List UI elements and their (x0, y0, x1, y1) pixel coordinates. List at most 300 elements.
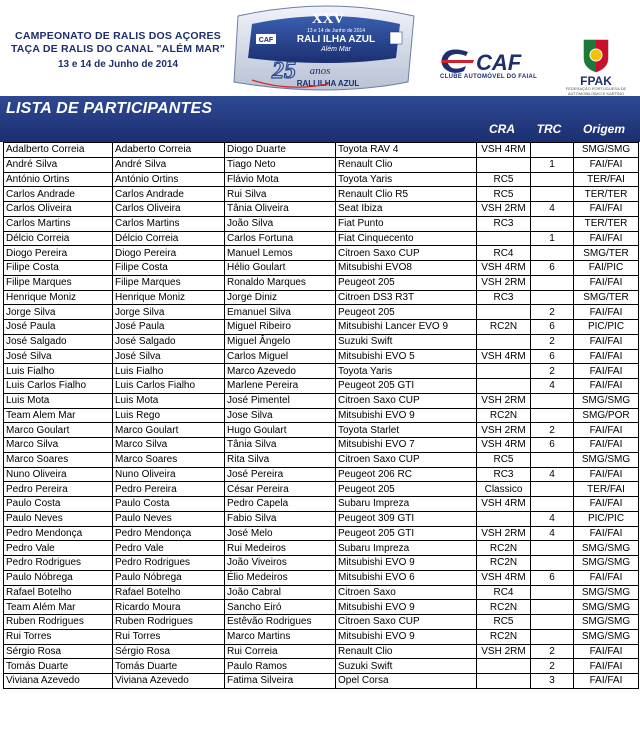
cell-cra: VSH 4RM (477, 497, 531, 512)
cell-driver: Paulo Costa (4, 497, 113, 512)
cell-codriver: Rui Correia (225, 644, 336, 659)
cell-entrant: António Ortins (113, 172, 225, 187)
cell-codriver: José Pereira (225, 467, 336, 482)
anniversary-name: RALI ILHA AZUL (296, 79, 360, 88)
table-row (4, 438, 639, 453)
cell-car: Citroen DS3 R3T (336, 290, 477, 305)
cell-trc: 1 (531, 231, 574, 246)
cell-codriver: Hélio Goulart (225, 261, 336, 276)
cell-cra: VSH 4RM (477, 570, 531, 585)
cell-driver: Marco Silva (4, 438, 113, 453)
cell-codriver: Rita Silva (225, 452, 336, 467)
cell-driver: Henrique Moniz (4, 290, 113, 305)
cell-car: Mitsubishi EVO 7 (336, 438, 477, 453)
cell-car: Mitsubishi EVO 9 (336, 600, 477, 615)
cell-origem: FAI/PIC (574, 261, 639, 276)
cell-cra: RC4 (477, 246, 531, 261)
table-row (4, 497, 639, 512)
cell-origem: TER/FAI (574, 172, 639, 187)
cell-cra: VSH 2RM (477, 423, 531, 438)
cell-origem: FAI/FAI (574, 644, 639, 659)
cell-driver: Marco Soares (4, 452, 113, 467)
table-row (4, 320, 639, 335)
cell-codriver: Tânia Oliveira (225, 202, 336, 217)
cell-car: Renault Clio (336, 157, 477, 172)
cell-car: Mitsubishi EVO 6 (336, 570, 477, 585)
cell-car: Toyota Yaris (336, 172, 477, 187)
cell-trc (531, 246, 574, 261)
cell-driver: Sérgio Rosa (4, 644, 113, 659)
cell-entrant: Rafael Botelho (113, 585, 225, 600)
table-row (4, 231, 639, 246)
cell-trc: 6 (531, 570, 574, 585)
cell-car: Peugeot 205 (336, 275, 477, 290)
table-row (4, 379, 639, 394)
cell-entrant: Ricardo Moura (113, 600, 225, 615)
cell-trc (531, 172, 574, 187)
col-header-cra: CRA (489, 122, 515, 136)
cell-driver: Carlos Oliveira (4, 202, 113, 217)
cell-driver: Délcio Correia (4, 231, 113, 246)
cell-trc: 3 (531, 674, 574, 689)
cell-entrant: Henrique Moniz (113, 290, 225, 305)
cell-cra (477, 511, 531, 526)
cell-origem: SMG/SMG (574, 393, 639, 408)
cell-trc: 4 (531, 467, 574, 482)
cell-driver: André Silva (4, 157, 113, 172)
cell-entrant: Filipe Costa (113, 261, 225, 276)
cell-cra (477, 157, 531, 172)
cell-codriver: Paulo Ramos (225, 659, 336, 674)
cell-entrant: Diogo Pereira (113, 246, 225, 261)
cell-car: Citroen Saxo CUP (336, 452, 477, 467)
cell-entrant: Pedro Mendonça (113, 526, 225, 541)
cell-codriver: Sancho Eiró (225, 600, 336, 615)
col-header-origem: Origem (582, 122, 625, 136)
cell-entrant: Rui Torres (113, 629, 225, 644)
cell-car: Peugeot 205 GTI (336, 379, 477, 394)
cell-origem: FAI/FAI (574, 659, 639, 674)
cell-origem: SMG/SMG (574, 629, 639, 644)
cell-codriver: Marco Martins (225, 629, 336, 644)
caf-logo (440, 48, 550, 74)
cell-driver: Filipe Costa (4, 261, 113, 276)
cell-cra: VSH 4RM (477, 349, 531, 364)
table-row (4, 615, 639, 630)
cell-cra: Classico (477, 482, 531, 497)
cell-origem: FAI/FAI (574, 364, 639, 379)
table-row (4, 261, 639, 276)
cell-car: Subaru Impreza (336, 497, 477, 512)
cell-cra: RC2N (477, 629, 531, 644)
table-row (4, 334, 639, 349)
cell-cra: VSH 2RM (477, 202, 531, 217)
cell-cra (477, 305, 531, 320)
cell-codriver: João Viveiros (225, 556, 336, 571)
cell-origem: FAI/FAI (574, 157, 639, 172)
cell-codriver: Rui Silva (225, 187, 336, 202)
fpak-name: FPAK (580, 74, 612, 88)
cell-driver: Paulo Neves (4, 511, 113, 526)
cell-driver: Marco Goulart (4, 423, 113, 438)
cell-origem: SMG/TER (574, 290, 639, 305)
cell-trc: 4 (531, 379, 574, 394)
cell-codriver: Hugo Goulart (225, 423, 336, 438)
caf-logo-text: CAF (476, 50, 522, 74)
cell-car: Mitsubishi Lancer EVO 9 (336, 320, 477, 335)
cell-driver: Viviana Azevedo (4, 674, 113, 689)
cell-trc: 6 (531, 320, 574, 335)
cell-driver: Jorge Silva (4, 305, 113, 320)
cell-car: Toyota Yaris (336, 364, 477, 379)
cell-trc (531, 275, 574, 290)
cell-trc: 2 (531, 334, 574, 349)
cell-trc: 2 (531, 659, 574, 674)
cell-driver: Luis Mota (4, 393, 113, 408)
cell-entrant: Délcio Correia (113, 231, 225, 246)
cell-origem: FAI/FAI (574, 497, 639, 512)
cell-origem: SMG/SMG (574, 585, 639, 600)
cell-origem: SMG/SMG (574, 541, 639, 556)
cell-driver: Filipe Marques (4, 275, 113, 290)
rally-logo (228, 2, 428, 94)
cell-driver: Team Além Mar (4, 600, 113, 615)
table-row (4, 393, 639, 408)
cell-origem: SMG/SMG (574, 615, 639, 630)
cell-car: Peugeot 205 GTI (336, 526, 477, 541)
cell-cra (477, 364, 531, 379)
cell-codriver: Rui Medeiros (225, 541, 336, 556)
fpak-full-name: FEDERAÇÃO PORTUGUESA DE AUTOMOBILISMO E KARTING (565, 86, 627, 96)
caf-name: CLUBE AUTOMÓVEL DO FAIAL (440, 74, 538, 80)
cell-trc: 2 (531, 305, 574, 320)
cell-car: Fiat Cinquecento (336, 231, 477, 246)
cell-origem: FAI/FAI (574, 202, 639, 217)
cell-codriver: Miguel Ângelo (225, 334, 336, 349)
table-row (4, 659, 639, 674)
cell-car: Citroen Saxo CUP (336, 615, 477, 630)
event-dates: 13 e 14 de Junho de 2014 (57, 59, 179, 70)
cell-entrant: Jorge Silva (113, 305, 225, 320)
cell-codriver: Diogo Duarte (225, 143, 336, 158)
table-row (4, 674, 639, 689)
cell-cra: RC3 (477, 216, 531, 231)
cell-origem: SMG/SMG (574, 600, 639, 615)
cell-entrant: Marco Soares (113, 452, 225, 467)
cell-entrant: Sérgio Rosa (113, 644, 225, 659)
cell-cra: VSH 2RM (477, 393, 531, 408)
cell-codriver: Jorge Diniz (225, 290, 336, 305)
cell-entrant: Ruben Rodrigues (113, 615, 225, 630)
cell-trc: 4 (531, 511, 574, 526)
cell-entrant: Paulo Neves (113, 511, 225, 526)
table-row (4, 157, 639, 172)
cell-driver: Nuno Oliveira (4, 467, 113, 482)
cell-entrant: Nuno Oliveira (113, 467, 225, 482)
rally-date-small: 13 e 14 de Junho de 2014 (306, 28, 366, 34)
cell-cra: RC2N (477, 408, 531, 423)
participants-rows (4, 143, 639, 689)
cell-entrant: Paulo Costa (113, 497, 225, 512)
cell-trc: 2 (531, 423, 574, 438)
table-row (4, 290, 639, 305)
col-header-trc: TRC (536, 122, 562, 136)
cell-codriver: Marco Azevedo (225, 364, 336, 379)
table-row (4, 511, 639, 526)
cell-origem: FAI/FAI (574, 379, 639, 394)
table-row (4, 364, 639, 379)
list-title: LISTA DE PARTICIPANTES (6, 100, 213, 117)
table-row (4, 172, 639, 187)
cell-driver: Adalberto Correia (4, 143, 113, 158)
cell-codriver: Manuel Lemos (225, 246, 336, 261)
cell-origem: TER/TER (574, 216, 639, 231)
cell-origem: FAI/FAI (574, 526, 639, 541)
cell-codriver: Emanuel Silva (225, 305, 336, 320)
fpak-badge (390, 32, 402, 44)
rally-name: RALI ILHA AZUL (296, 34, 376, 45)
cell-trc (531, 541, 574, 556)
cell-cra (477, 231, 531, 246)
cell-entrant: Pedro Rodrigues (113, 556, 225, 571)
cell-entrant: Carlos Martins (113, 216, 225, 231)
cell-origem: SMG/POR (574, 408, 639, 423)
cell-trc (531, 393, 574, 408)
cell-entrant: Tomás Duarte (113, 659, 225, 674)
cell-trc (531, 497, 574, 512)
cell-driver: Luis Carlos Fialho (4, 379, 113, 394)
cell-origem: TER/FAI (574, 482, 639, 497)
cell-codriver: Carlos Fortuna (225, 231, 336, 246)
cell-trc (531, 187, 574, 202)
cell-cra: VSH 4RM (477, 261, 531, 276)
cell-cra: RC3 (477, 467, 531, 482)
table-row (4, 541, 639, 556)
cell-origem: SMG/TER (574, 246, 639, 261)
cell-origem: FAI/FAI (574, 674, 639, 689)
cell-car: Mitsubishi EVO 5 (336, 349, 477, 364)
cell-car: Mitsubishi EVO 9 (336, 556, 477, 571)
cell-driver: Rafael Botelho (4, 585, 113, 600)
cell-trc (531, 216, 574, 231)
page-header (0, 0, 640, 96)
table-row (4, 246, 639, 261)
table-row (4, 556, 639, 571)
cell-driver: Luis Fialho (4, 364, 113, 379)
cell-car: Peugeot 205 (336, 482, 477, 497)
cell-entrant: Carlos Oliveira (113, 202, 225, 217)
cell-origem: FAI/FAI (574, 423, 639, 438)
cell-origem: FAI/FAI (574, 570, 639, 585)
cell-car: Opel Corsa (336, 674, 477, 689)
cell-origem: FAI/FAI (574, 438, 639, 453)
cell-car: Fiat Punto (336, 216, 477, 231)
cell-entrant: Adaberto Correia (113, 143, 225, 158)
cell-codriver: Pedro Capela (225, 497, 336, 512)
cell-cra (477, 674, 531, 689)
table-row (4, 467, 639, 482)
cell-cra: RC2N (477, 556, 531, 571)
cell-cra: RC5 (477, 172, 531, 187)
cell-origem: TER/TER (574, 187, 639, 202)
cell-driver: Ruben Rodrigues (4, 615, 113, 630)
table-row (4, 216, 639, 231)
table-row (4, 482, 639, 497)
table-row (4, 526, 639, 541)
cell-codriver: João Cabral (225, 585, 336, 600)
cell-origem: SMG/SMG (574, 556, 639, 571)
cell-codriver: José Melo (225, 526, 336, 541)
cell-trc: 6 (531, 438, 574, 453)
cell-entrant: Luis Carlos Fialho (113, 379, 225, 394)
cell-driver: Pedro Vale (4, 541, 113, 556)
table-row (4, 423, 639, 438)
cell-codriver: César Pereira (225, 482, 336, 497)
cell-trc (531, 629, 574, 644)
cell-trc: 4 (531, 526, 574, 541)
cell-car: Mitsubishi EVO 9 (336, 408, 477, 423)
cell-entrant: Viviana Azevedo (113, 674, 225, 689)
cell-origem: FAI/FAI (574, 349, 639, 364)
cell-driver: José Salgado (4, 334, 113, 349)
cell-cra: VSH 4RM (477, 438, 531, 453)
cell-car: Suzuki Swift (336, 659, 477, 674)
cell-cra: RC5 (477, 452, 531, 467)
cell-trc (531, 482, 574, 497)
cell-car: Mitsubishi EVO8 (336, 261, 477, 276)
cell-entrant: José Paula (113, 320, 225, 335)
cell-trc (531, 600, 574, 615)
rally-edition: XXV (311, 11, 345, 27)
fpak-shield-icon (560, 38, 632, 74)
cell-trc: 4 (531, 202, 574, 217)
cell-entrant: José Salgado (113, 334, 225, 349)
cell-entrant: Carlos Andrade (113, 187, 225, 202)
cell-entrant: André Silva (113, 157, 225, 172)
cell-origem: FAI/FAI (574, 467, 639, 482)
cell-car: Toyota Starlet (336, 423, 477, 438)
table-row (4, 408, 639, 423)
cell-cra: VSH 4RM (477, 143, 531, 158)
cell-origem: SMG/SMG (574, 452, 639, 467)
cell-cra: RC2N (477, 320, 531, 335)
cell-cra: VSH 2RM (477, 526, 531, 541)
cell-driver: Paulo Nóbrega (4, 570, 113, 585)
cell-driver: Tomás Duarte (4, 659, 113, 674)
cell-driver: António Ortins (4, 172, 113, 187)
cell-trc (531, 290, 574, 305)
cell-entrant: Luis Fialho (113, 364, 225, 379)
cell-car: Peugeot 205 (336, 305, 477, 320)
cell-cra: VSH 2RM (477, 275, 531, 290)
table-row (4, 143, 639, 158)
cell-driver: José Paula (4, 320, 113, 335)
cell-cra: RC2N (477, 541, 531, 556)
cell-codriver: Estêvão Rodrigues (225, 615, 336, 630)
championship-block (8, 30, 228, 72)
cell-trc: 6 (531, 349, 574, 364)
cell-car: Renault Clio (336, 644, 477, 659)
cell-entrant: Luis Mota (113, 393, 225, 408)
cell-trc (531, 585, 574, 600)
cell-codriver: Jose Silva (225, 408, 336, 423)
cell-codriver: Miguel Ribeiro (225, 320, 336, 335)
table-row (4, 202, 639, 217)
cell-origem: FAI/FAI (574, 334, 639, 349)
cell-cra (477, 334, 531, 349)
cell-car: Seat Ibiza (336, 202, 477, 217)
cell-cra: RC2N (477, 600, 531, 615)
cell-entrant: Pedro Vale (113, 541, 225, 556)
cell-codriver: Tiago Neto (225, 157, 336, 172)
cell-driver: Pedro Pereira (4, 482, 113, 497)
cell-codriver: Flávio Mota (225, 172, 336, 187)
table-row (4, 275, 639, 290)
table-row (4, 629, 639, 644)
cell-trc (531, 615, 574, 630)
participants-band (0, 96, 640, 142)
cell-trc: 2 (531, 364, 574, 379)
cell-codriver: Fabio Silva (225, 511, 336, 526)
cell-origem: SMG/SMG (574, 143, 639, 158)
cell-trc: 2 (531, 644, 574, 659)
cell-entrant: Marco Goulart (113, 423, 225, 438)
cell-car: Toyota RAV 4 (336, 143, 477, 158)
cell-cra: RC3 (477, 290, 531, 305)
cell-cra (477, 379, 531, 394)
table-row (4, 187, 639, 202)
cell-car: Mitsubishi EVO 9 (336, 629, 477, 644)
cell-driver: Carlos Martins (4, 216, 113, 231)
cell-origem: PIC/PIC (574, 511, 639, 526)
cell-trc (531, 452, 574, 467)
cell-trc: 6 (531, 261, 574, 276)
cell-cra: RC4 (477, 585, 531, 600)
cell-codriver: Tânia Silva (225, 438, 336, 453)
cell-entrant: Paulo Nóbrega (113, 570, 225, 585)
anniversary-word: anos (309, 65, 331, 77)
cell-trc (531, 408, 574, 423)
cell-origem: PIC/PIC (574, 320, 639, 335)
anniversary-number: 25 (272, 58, 296, 84)
cell-cra: VSH 2RM (477, 644, 531, 659)
table-row (4, 305, 639, 320)
cell-trc (531, 143, 574, 158)
cell-codriver: José Pimentel (225, 393, 336, 408)
table-row (4, 600, 639, 615)
cell-driver: José Silva (4, 349, 113, 364)
table-row (4, 452, 639, 467)
cell-cra (477, 659, 531, 674)
table-row (4, 349, 639, 364)
cell-car: Subaru Impreza (336, 541, 477, 556)
cell-codriver: Ronaldo Marques (225, 275, 336, 290)
cell-entrant: Marco Silva (113, 438, 225, 453)
cup-title: TAÇA DE RALIS DO CANAL "ALÉM MAR" (10, 43, 226, 55)
cell-cra: RC5 (477, 615, 531, 630)
cell-codriver: Marlene Pereira (225, 379, 336, 394)
cell-car: Citroen Saxo CUP (336, 393, 477, 408)
cell-entrant: Pedro Pereira (113, 482, 225, 497)
cell-codriver: Élio Medeiros (225, 570, 336, 585)
cell-car: Suzuki Swift (336, 334, 477, 349)
cell-car: Citroen Saxo CUP (336, 246, 477, 261)
caf-badge-text: CAF (258, 37, 274, 44)
cell-entrant: Filipe Marques (113, 275, 225, 290)
cell-cra: RC5 (477, 187, 531, 202)
table-row (4, 570, 639, 585)
cell-codriver: João Silva (225, 216, 336, 231)
